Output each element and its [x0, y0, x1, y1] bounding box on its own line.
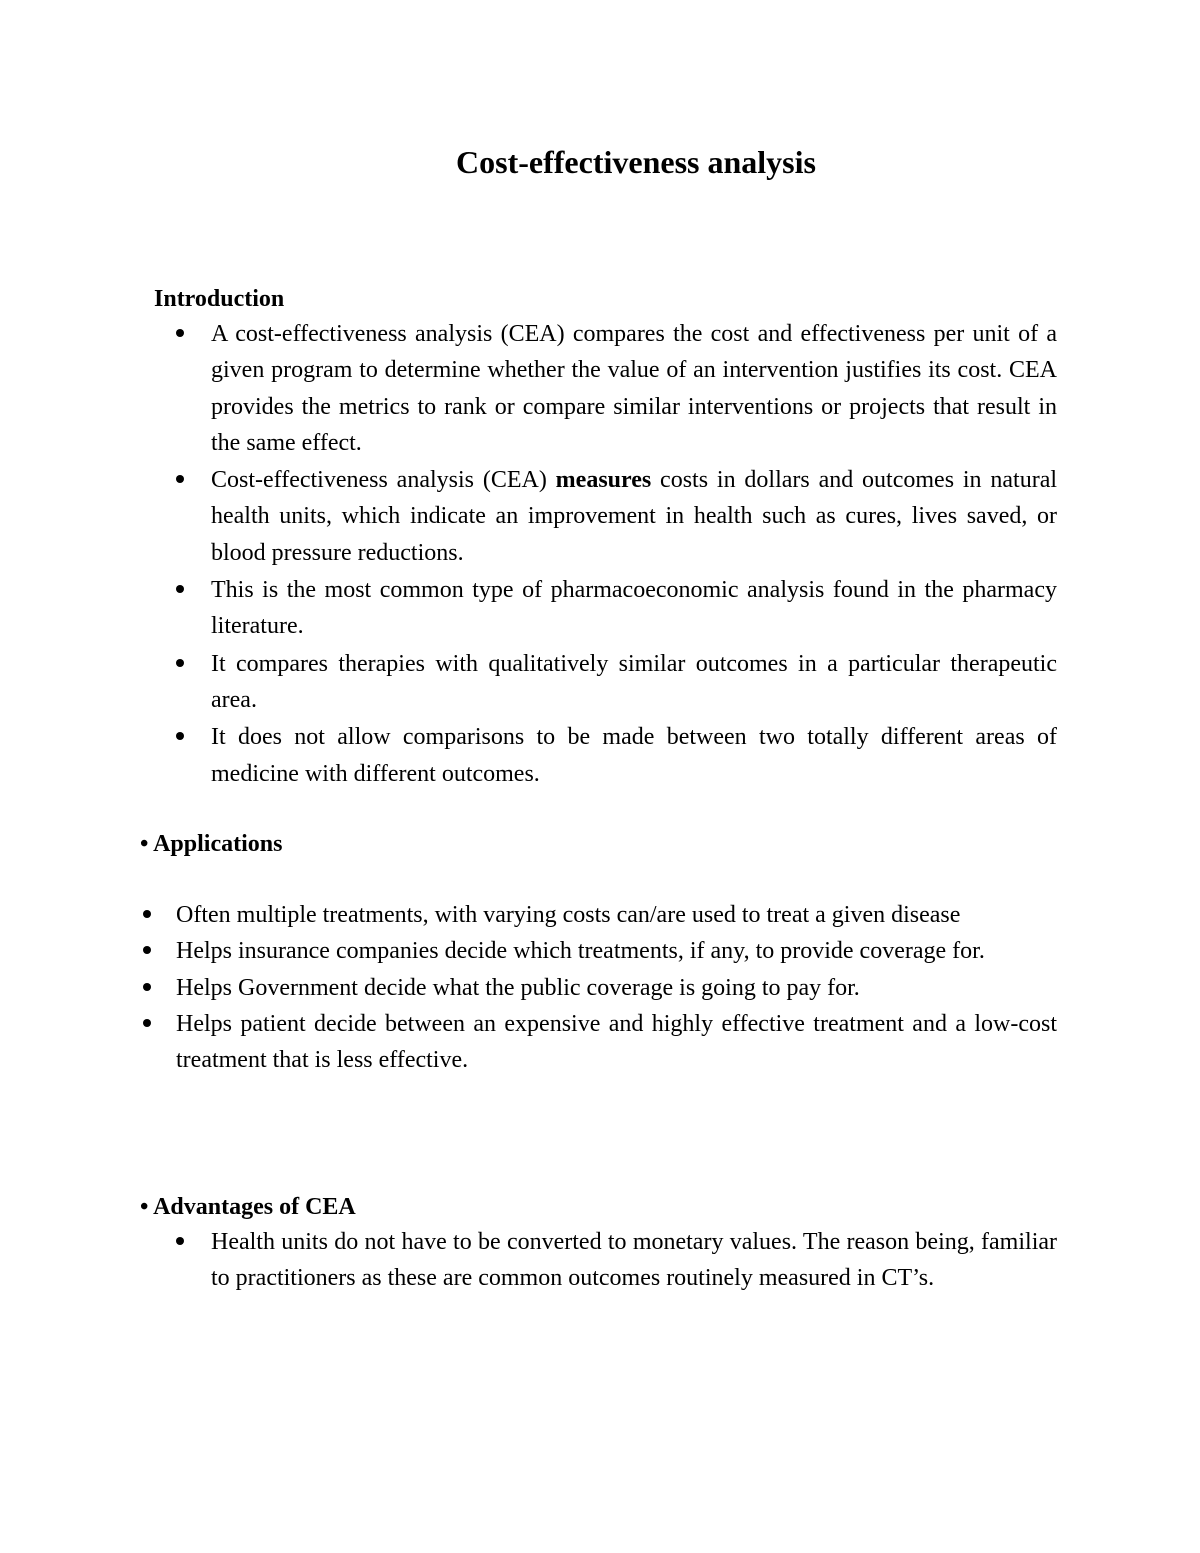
- applications-list: [176, 897, 1057, 1078]
- bullet-icon: [176, 659, 184, 667]
- list-item-text: Helps patient decide between an expensive and highly effective treatment and a low-cost treatment that is less effective.: [176, 1010, 1057, 1074]
- introduction-heading: Introduction: [154, 286, 285, 312]
- list-item: [211, 646, 1057, 719]
- bullet-icon: [176, 585, 184, 593]
- introduction-list: [211, 316, 1057, 792]
- advantages-heading: • Advantages of CEA: [140, 1194, 356, 1220]
- bullet-icon: [176, 329, 184, 337]
- list-item: [211, 316, 1057, 461]
- list-item-text: This is the most common type of pharmacoeconomic analysis found in the pharmacy literature.: [211, 577, 1057, 640]
- bullet-icon: [176, 475, 184, 483]
- bullet-icon: [143, 1019, 151, 1027]
- list-item: [211, 572, 1057, 645]
- applications-heading: • Applications: [140, 831, 283, 857]
- list-item: [176, 897, 1057, 933]
- list-item-text: It does not allow comparisons to be made between two totally different areas of medicine with different outcomes.: [211, 724, 1057, 787]
- list-item-text: A cost-effectiveness analysis (CEA) compares the cost and effectiveness per unit of a given program to determine whether the value of an intervention justifies its cost. CEA provides the metrics to rank or compare similar interventions or projects that result in the same effect.: [211, 321, 1057, 456]
- list-item: [176, 1006, 1057, 1079]
- advantages-list: [211, 1224, 1057, 1297]
- bullet-icon: [176, 1237, 184, 1245]
- list-item-text: Helps insurance companies decide which treatments, if any, to provide coverage for.: [176, 938, 985, 965]
- list-item-text: Health units do not have to be converted to monetary values. The reason being, familiar to practitioners as these are common outcomes routinely measured in CT’s.: [211, 1229, 1057, 1292]
- list-item-text-before: Cost-effectiveness analysis (CEA): [211, 467, 556, 494]
- bullet-icon: [143, 946, 151, 954]
- list-item-text: It compares therapies with qualitatively similar outcomes in a particular therapeutic area.: [211, 650, 1057, 713]
- bullet-icon: [176, 732, 184, 740]
- list-item-bold-term: measures: [555, 467, 652, 494]
- list-item-text-after: costs in dollars and outcomes in natural health units, which indicate an improvement in health such as cures, lives saved, or blood pressure reductions.: [211, 467, 1058, 566]
- list-item-text: Often multiple treatments, with varying costs can/are used to treat a given disease: [176, 902, 961, 928]
- list-item: [211, 462, 1057, 571]
- bullet-icon: [143, 910, 151, 918]
- bullet-icon: [143, 983, 151, 991]
- page-title: Cost-effectiveness analysis: [456, 144, 816, 180]
- list-item: [211, 719, 1057, 792]
- list-item: [211, 1224, 1057, 1297]
- list-item: [176, 933, 1057, 969]
- list-item: [176, 970, 1057, 1006]
- list-item-text: Helps Government decide what the public coverage is going to pay for.: [176, 974, 860, 1001]
